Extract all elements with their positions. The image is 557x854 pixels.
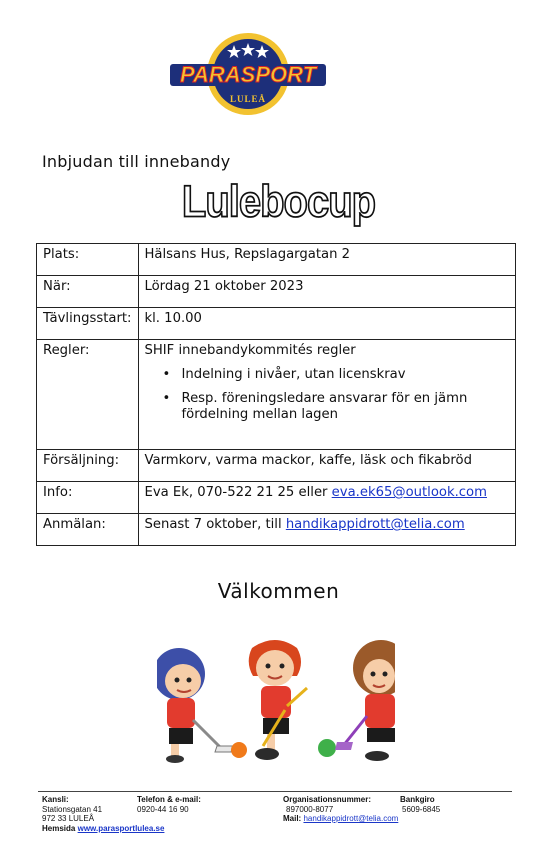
footer-phone (137, 795, 201, 814)
start-label: Tävlingsstart: (43, 311, 132, 326)
start-value: kl. 10.00 (144, 311, 202, 326)
bankgiro-label: Bankgiro (400, 795, 435, 804)
table-row (37, 308, 516, 340)
logo-wordmark: PARASPORT (179, 62, 317, 87)
office-label: Kansli: (42, 795, 69, 804)
mail-link[interactable]: handikappidrott@telia.com (303, 814, 399, 823)
ball-icon (318, 739, 336, 757)
parasport-logo (168, 30, 328, 118)
when-value: Lördag 21 oktober 2023 (144, 279, 304, 294)
place-label: Plats: (43, 247, 80, 262)
homepage-link[interactable]: www.parasportlulea.se (77, 823, 165, 833)
signup-value (145, 514, 510, 532)
welcome-heading: Välkommen (217, 579, 340, 603)
footer-bankgiro (400, 795, 440, 814)
mail-label: Mail: (283, 814, 302, 823)
homepage-label: Hemsida (42, 823, 76, 833)
sales-label: Försäljning: (43, 453, 120, 468)
rules-label: Regler: (43, 343, 90, 358)
phone-label: Telefon & e-mail: (137, 795, 201, 804)
rules-value: SHIF innebandykommités regler (144, 343, 356, 358)
rules-list (145, 367, 510, 423)
when-label: När: (43, 279, 71, 294)
info-value (145, 482, 510, 500)
org-label: Organisationsnummer: (283, 795, 372, 804)
sales-value: Varmkorv, varma mackor, kaffe, läsk och fikabröd (144, 453, 472, 468)
signup-email-link[interactable]: handikappidrott@telia.com (285, 517, 465, 532)
footer-divider (38, 791, 512, 792)
table-row (37, 450, 516, 482)
event-info-table (36, 243, 516, 546)
floorball-kids-illustration (157, 636, 395, 764)
logo-city: LULEÅ (229, 94, 267, 104)
list-item: • Resp. föreningsledare ansvarar för en jämn fördelning mellan lagen (145, 391, 510, 423)
office-zip: 972 33 LULEÅ (42, 814, 95, 823)
table-row (37, 340, 516, 450)
ball-icon (231, 742, 247, 758)
event-title: Lulebocup (181, 177, 376, 227)
list-item: • Indelning i nivåer, utan licenskrav (145, 367, 510, 383)
kid-center-figure (249, 640, 307, 760)
signup-deadline: Senast 7 oktober, till (144, 517, 286, 532)
footer-org (283, 795, 398, 824)
signup-label: Anmälan: (43, 517, 106, 532)
phone-value: 0920-44 16 90 (137, 804, 189, 814)
table-row (37, 276, 516, 308)
kid-right-figure (335, 640, 395, 761)
office-street: Stationsgatan 41 (42, 804, 103, 814)
info-label: Info: (43, 485, 73, 500)
table-row (37, 514, 516, 546)
invitation-heading: Inbjudan till innebandy (42, 152, 231, 171)
info-email-link[interactable]: eva.ek65@outlook.com (331, 485, 487, 500)
kid-left-figure (157, 648, 233, 763)
org-value: 897000-8077 (286, 804, 334, 814)
table-row (37, 482, 516, 514)
place-value: Hälsans Hus, Repslagargatan 2 (144, 247, 351, 262)
bankgiro-value: 5609-6845 (402, 804, 441, 814)
table-row (37, 244, 516, 276)
info-contact: Eva Ek, 070-522 21 25 eller (144, 485, 332, 500)
